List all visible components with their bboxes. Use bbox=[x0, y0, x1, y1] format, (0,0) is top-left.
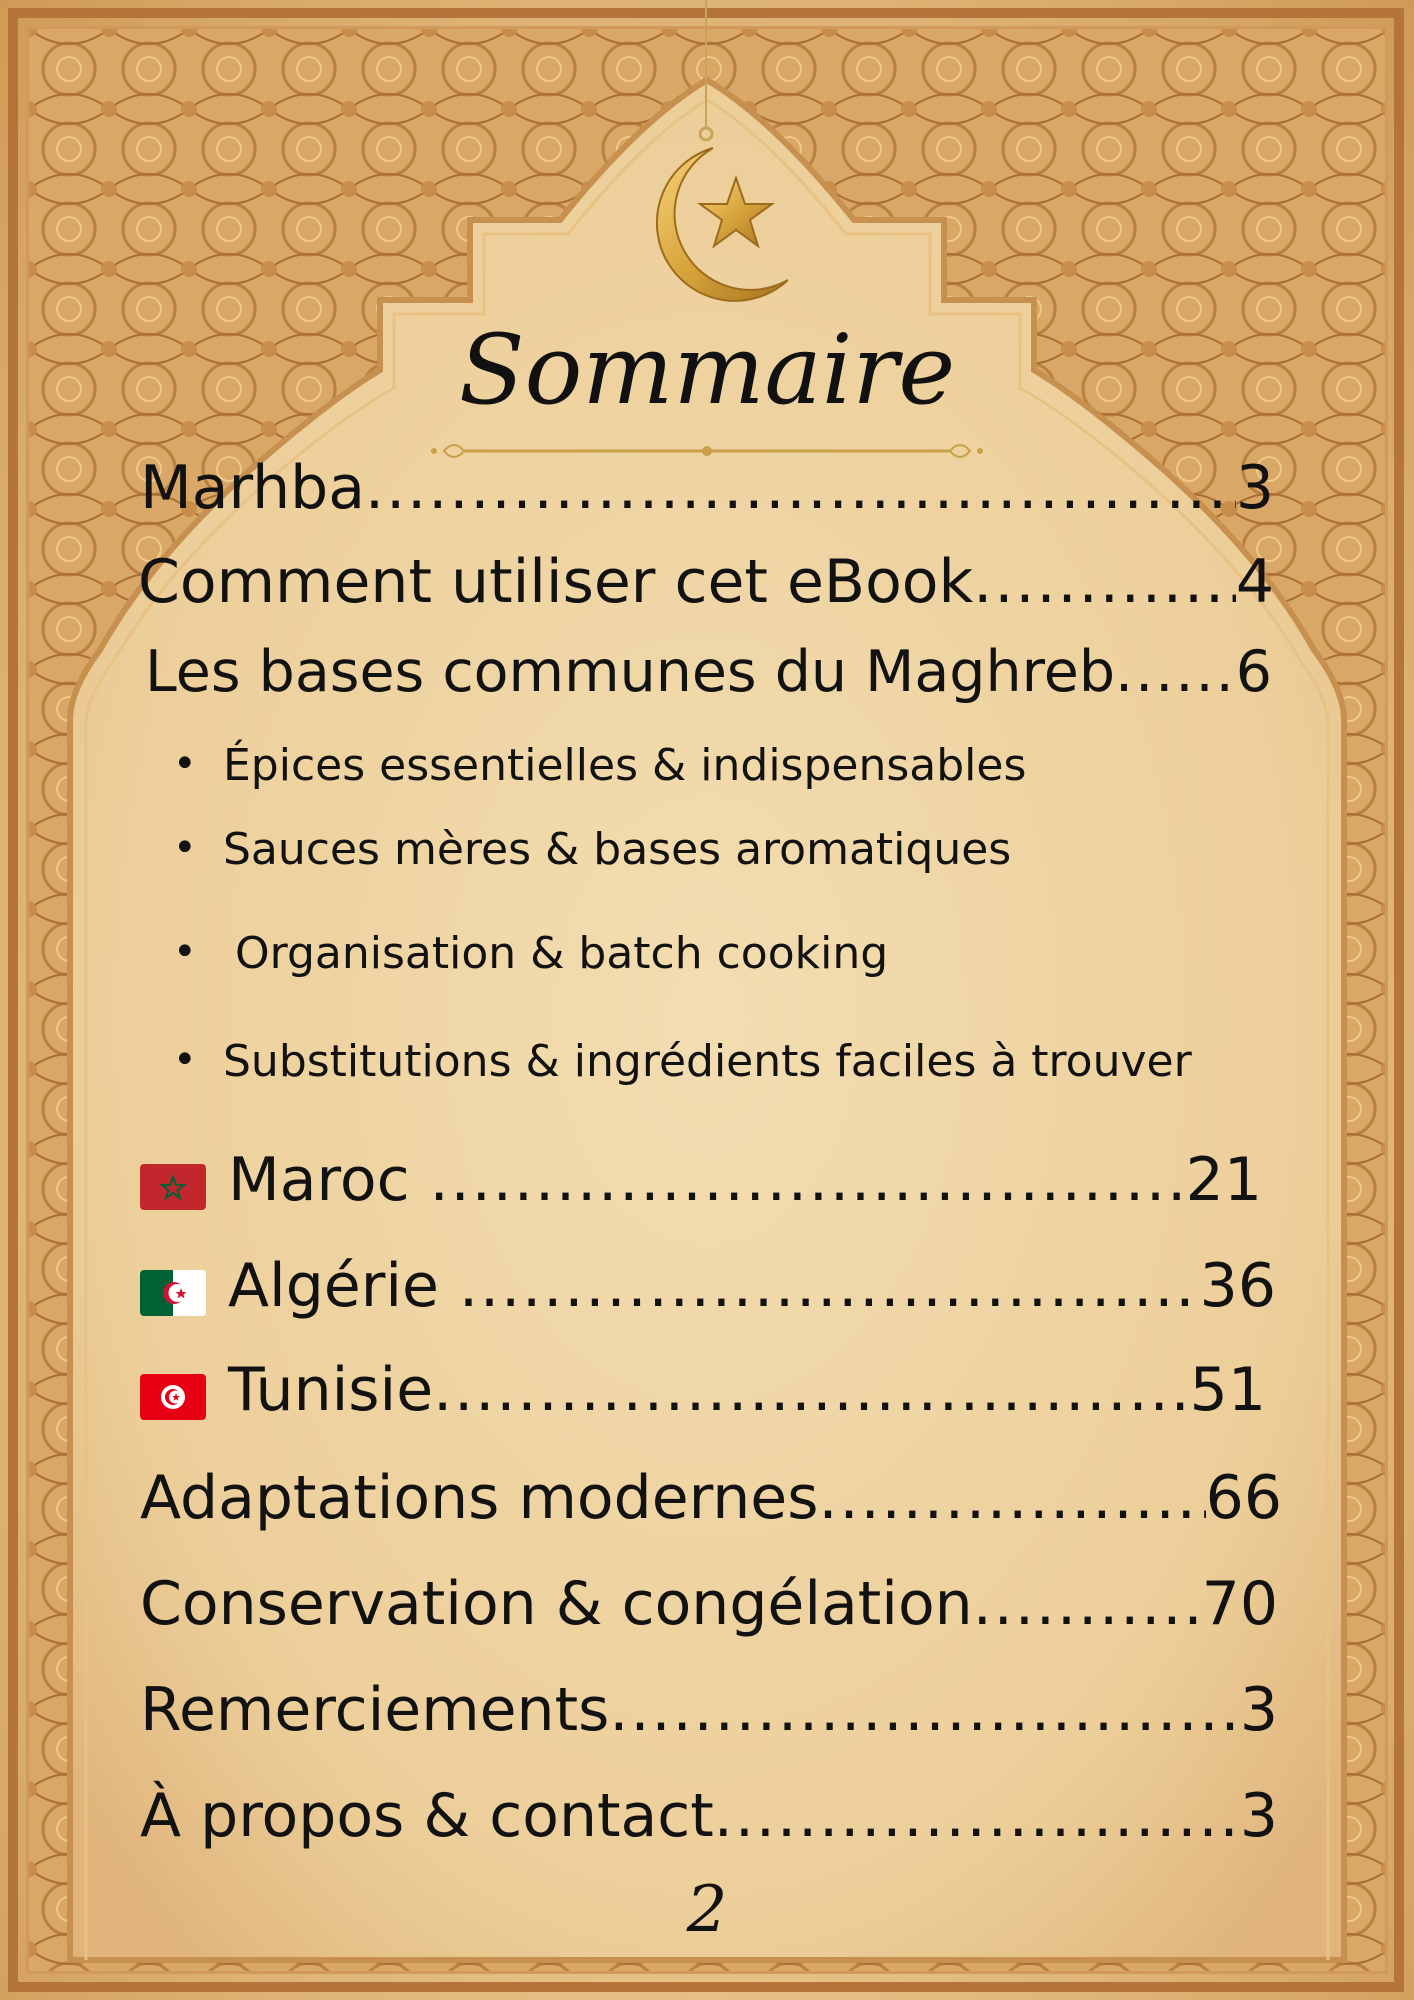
page-title: Sommaire bbox=[458, 314, 956, 426]
toc-entry-maroc[interactable] bbox=[140, 1146, 1262, 1215]
algeria-flag-icon bbox=[140, 1270, 206, 1316]
crescent-star-icon bbox=[618, 0, 788, 320]
toc-entry-page: 21 bbox=[1185, 1145, 1262, 1215]
toc-entry-comment-utiliser[interactable] bbox=[138, 548, 1274, 617]
toc-entry-label: Conservation & congélation bbox=[140, 1569, 973, 1639]
toc-entry-page: 3 bbox=[1235, 453, 1274, 523]
toc-entry-tunisie[interactable] bbox=[140, 1356, 1266, 1425]
toc-entry-label: Maroc bbox=[228, 1145, 410, 1215]
dot-leader bbox=[818, 1464, 1205, 1533]
list-item[interactable]: • Organisation & batch cooking bbox=[175, 928, 828, 981]
toc-entry-adaptations[interactable] bbox=[140, 1464, 1282, 1533]
toc-entry-page: 36 bbox=[1199, 1251, 1276, 1321]
list-item[interactable]: • Sauces mères & bases aromatiques bbox=[175, 824, 963, 877]
dot-leader bbox=[1115, 640, 1236, 706]
toc-entry-label: Tunisie bbox=[228, 1355, 434, 1425]
dot-leader bbox=[609, 1676, 1239, 1745]
dot-leader bbox=[973, 548, 1236, 617]
toc-entry-a-propos[interactable] bbox=[140, 1782, 1278, 1851]
toc-entry-label: À propos & contact bbox=[140, 1781, 714, 1851]
toc-entry-marhba[interactable] bbox=[140, 454, 1274, 523]
dot-leader bbox=[714, 1782, 1240, 1851]
toc-entry-bases-communes[interactable] bbox=[145, 640, 1272, 706]
morocco-flag-icon bbox=[140, 1164, 206, 1210]
tunisia-flag-icon bbox=[140, 1374, 206, 1420]
page-number: 2 bbox=[686, 1873, 728, 1947]
toc-entry-page: 66 bbox=[1205, 1463, 1282, 1533]
dot-leader bbox=[433, 1356, 1190, 1425]
dot-leader bbox=[973, 1570, 1202, 1639]
toc-entry-label: Adaptations modernes bbox=[140, 1463, 819, 1533]
toc-entry-conservation[interactable] bbox=[140, 1570, 1278, 1639]
toc-entry-label: Algérie bbox=[228, 1251, 439, 1321]
toc-entry-page: 3 bbox=[1239, 1781, 1278, 1851]
list-item[interactable]: • Épices essentielles & indispensables bbox=[175, 740, 978, 793]
toc-entry-page: 6 bbox=[1235, 639, 1272, 705]
toc-entry-label: Les bases communes du Maghreb bbox=[145, 639, 1116, 705]
toc-entry-page: 4 bbox=[1235, 547, 1274, 617]
list-item[interactable]: • Substitutions & ingrédients faciles à trouver bbox=[175, 1036, 1144, 1089]
toc-entry-label: Remerciements bbox=[140, 1675, 610, 1745]
dot-leader bbox=[459, 1252, 1200, 1321]
toc-entry-remerciements[interactable] bbox=[140, 1676, 1278, 1745]
toc-entry-page: 3 bbox=[1239, 1675, 1278, 1745]
toc-entry-page: 70 bbox=[1201, 1569, 1278, 1639]
dot-leader bbox=[430, 1146, 1186, 1215]
toc-entry-label: Comment utiliser cet eBook bbox=[138, 547, 974, 617]
dot-leader bbox=[365, 454, 1236, 523]
toc-entry-page: 51 bbox=[1189, 1355, 1266, 1425]
toc-entry-algerie[interactable] bbox=[140, 1252, 1276, 1321]
toc-entry-label: Marhba bbox=[140, 453, 366, 523]
